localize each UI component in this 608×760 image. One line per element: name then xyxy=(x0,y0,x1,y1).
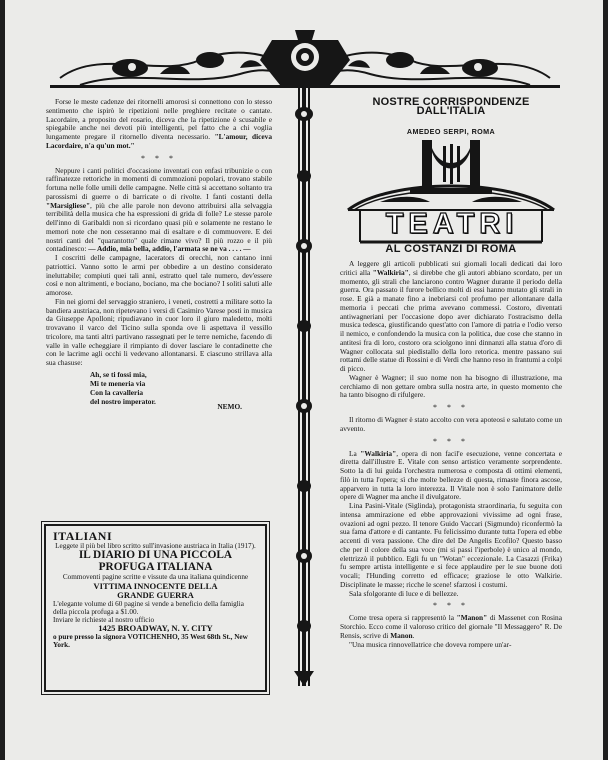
paragraph: "Una musica rinnovellatrice che doveva rompere un'ar- xyxy=(349,639,512,649)
section-separator: * * * xyxy=(433,403,469,412)
page-edge-left xyxy=(0,0,5,760)
teatri-title: TEATRI xyxy=(385,208,519,241)
column-divider-ornament xyxy=(289,86,319,686)
teatri-banner xyxy=(340,138,562,244)
ad-subtitle: GRANDE GUERRA xyxy=(117,589,194,600)
paragraph: Neppure i canti politici d'occasione inventati con enfasi tribunizie o con raffinatezze rettoriche in momenti di commozioni popolari, trovano stabile fortuna nelle folle umili delle campagne. Nelle città si accettano soltanto tra parossismi di guerre o di barricate o di rivolte. I fanti costanti della "Marsigliese", più che alle parole non devono attribuirsi alla selvaggia terribilità della musica che ha espressioni di grida di folle? Le stesse parole dell'inno di Garibaldi non si ricordano quasi più e solamente ne restano le memori note che non cesseranno mai di esaltare e di commuovere. E dei nostri canti del "quarantotto" quale rimane vivo? Il più rozzo e il più contadinesco: — Addio, mia bella, addio, l'armata se ne va . . . . — xyxy=(46,165,272,254)
book-advertisement-box xyxy=(44,524,267,692)
ad-subtitle: VITTIMA INNOCENTE DELLA xyxy=(93,580,218,591)
right-column-article xyxy=(340,98,562,649)
poem-line: Mi te meneria via xyxy=(90,378,146,388)
page-edge-right xyxy=(603,0,608,760)
poem-line: Ah, se ti fossi mia, xyxy=(90,369,147,379)
paragraph: Come tresa opera si rappresentò la "Manon" di Massenet con Rosina Storchio. Ecco come il valoroso critico del giornale "Il Messaggero" R. De Rensis, scrive di Manon. xyxy=(340,613,562,640)
paragraph: I coscritti delle campagne, lacerators di orecchi, non cantano inni patriottici. Vanno sotto le armi per obbedire a un destino considerato ineluttabile; compiuti quei tali anni, estratto quel tale numero, dev'essere così e non altrimenti, e bociano, bociano, ma che bociano? I soliti saluti alle amorose. xyxy=(46,253,272,297)
paragraph: A leggere gli articoli pubblicati sui giornali locali dedicati dai loro critici alla "Walkiria", si direbbe che gli autori abbiano scordato, per un momento, gli strali che lanciarono contro Wagner durante il periodo della guerra. Ora passato il furore bellico molti di essi hanno mutato gli strali in rose. E già a manate fino a inebriarsi col profumo per allontanare dalla memoria i peccati che prima avevano commessi. Costoro, diventati antiwagneriani per l'occasione dopo aver dichiarato l'ostracismo della musica tedesca, giustificando quest'atto con l'amore di patria e l'odio verso il nemico, e confondendo la musica con la politica, due cose che stanno in antitesi fra di loro, costoro ora sciolgono inni dinnanzi alla statua d'oro di Wagner collocata sul piedistallo della loro retorica. mentre passano sui rottami delle statue di Rossini e di Verdi che hanno reso in frantumi a colpi di picco. xyxy=(340,259,562,373)
paragraph: Wagner è Wagner; il suo nome non ha bisogno di illustrazione, ma cerchiamo di non gettare ombra sulla nostra arte, in questo momento che ha tanto bisogno di rifulgere. xyxy=(340,372,562,400)
left-column-article xyxy=(46,98,272,411)
paragraph: La "Walkiria", opera di non facil'e esecuzione, venne concertata e diretta dall'illustre E. Vitale con senso artistico veramente sorprendente. Sotto la di lui guida l'orchestra numerosa e composta di ottimi elementi, filò in tutta l'opera; sì che molte bellezze di questa, rimaste finora ascose, apparvero in tutta la loro interezza. Il Vitale non è solo l'animatore delle opere di Wagner ma anche il divulgatore. xyxy=(340,448,562,502)
author-byline: AMEDEO SERPI, ROMA xyxy=(406,126,496,136)
poem-line: del nostro imperator. xyxy=(90,397,156,407)
section-heading: NOSTRE CORRISPONDENZE DALL'ITALIA xyxy=(372,96,530,117)
paragraph: Sala sfolgorante di luce e di bellezze. xyxy=(349,588,459,598)
paragraph: Il ritorno di Wagner è stato accolto con vera apoteosi e salutato come un avvento. xyxy=(340,415,562,433)
poem-stanza xyxy=(90,370,272,407)
ad-book-title: PROFUGA ITALIANA xyxy=(98,560,213,573)
article-signature: NEMO. xyxy=(217,401,242,411)
ad-address: 1425 BROADWAY, N. Y. CITY xyxy=(98,623,213,634)
section-separator: * * * xyxy=(433,601,469,611)
ad-text: L'elegante volume di 60 pagine si vende a beneficio della famiglia della piccola profuga a $1.00. xyxy=(53,599,244,616)
paragraph: Forse le meste cadenze dei ritornelli amorosi si connettono con lo stesso sentimento che ispirò le ripetizioni nelle preghiere recitate o cantate. Lacordaire, a proposito del rosario, diceva che la ripetizione è scusabile e spiegabile anche nei devoti più intelligenti, pel fatto che a chi voglia lungamente pregare il ritornello diventa necessario. "L'amour, diceva Lacordaire, n'a qu'un mot." xyxy=(46,97,273,150)
ad-title: ITALIANI xyxy=(53,529,113,543)
ad-book-title: IL DIARIO DI UNA PICCOLA xyxy=(78,549,233,562)
poem-line: Con la cavalleria xyxy=(90,388,144,398)
paragraph: Lina Pasini-Vitale (Siglinda), protagonista straordinaria, fu seguita con intensa ammirazione ed ebbe approvazioni vivissime ad ogni frase, ovazioni ad ogni pezzo. Il tenore Guido Vaccari (Sigmundo) riconfermò la sua fama d'attore e di cantante. Fu felicissimo durante tutta l'opera ed ebbe accenti di vera passione. Che dire del De Angelis Ecofilo? Questo basso che per il colore della sua voce (mi si passi l'iperbole) è unico al mondo, elettrizzò il pubblico. Egli fu un "Wotan" eccezionale. La Casazzi (Frika) fu sempre artista intelligente e si fece applaudire per le sue buone doti vocali; l'Hunding corretto ed efficace; graziose le otto Walkirie. Disciplinate le masse; ricche le scene! sfarzosi i costumi. xyxy=(340,501,562,589)
section-separator: * * * xyxy=(433,436,469,446)
ad-text: Inviare le richieste al nostro ufficio xyxy=(53,616,155,625)
paragraph: Fin nei giorni del servaggio straniero, i veneti, costretti a militare sotto la bandiera austriaca, non ripetevano i versi di Casimiro Varese posti in musica da Giuseppe Apolloni; ripudiavano in cuor loro il giuro maledetto, molti trovavano il varco del Ticino sulla sponda ove li aspettava il vessillo tricolore, ma tanti altri partivano rassegnati per le terre nemiche, facendo di valle in valle echeggiare il rimpianto di dover lasciare le contadinette che con le lacrime agli occhi li vedevano allontanarsi. E ciascuno strillava alla sua chasuse: xyxy=(46,296,272,367)
ad-text: Commoventi pagine scritte e vissute da una italiana quindicenne xyxy=(62,573,249,582)
ad-text: Leggete il più bel libro scritto sull'invasione austriaca in Italia (1917). xyxy=(55,542,256,551)
article-subheading: AL COSTANZI DI ROMA xyxy=(385,243,517,256)
ad-text: o pure presso la signora VOTICHENHO, 35 West 68th St., New York. xyxy=(53,633,248,650)
section-separator: * * * xyxy=(141,153,177,163)
